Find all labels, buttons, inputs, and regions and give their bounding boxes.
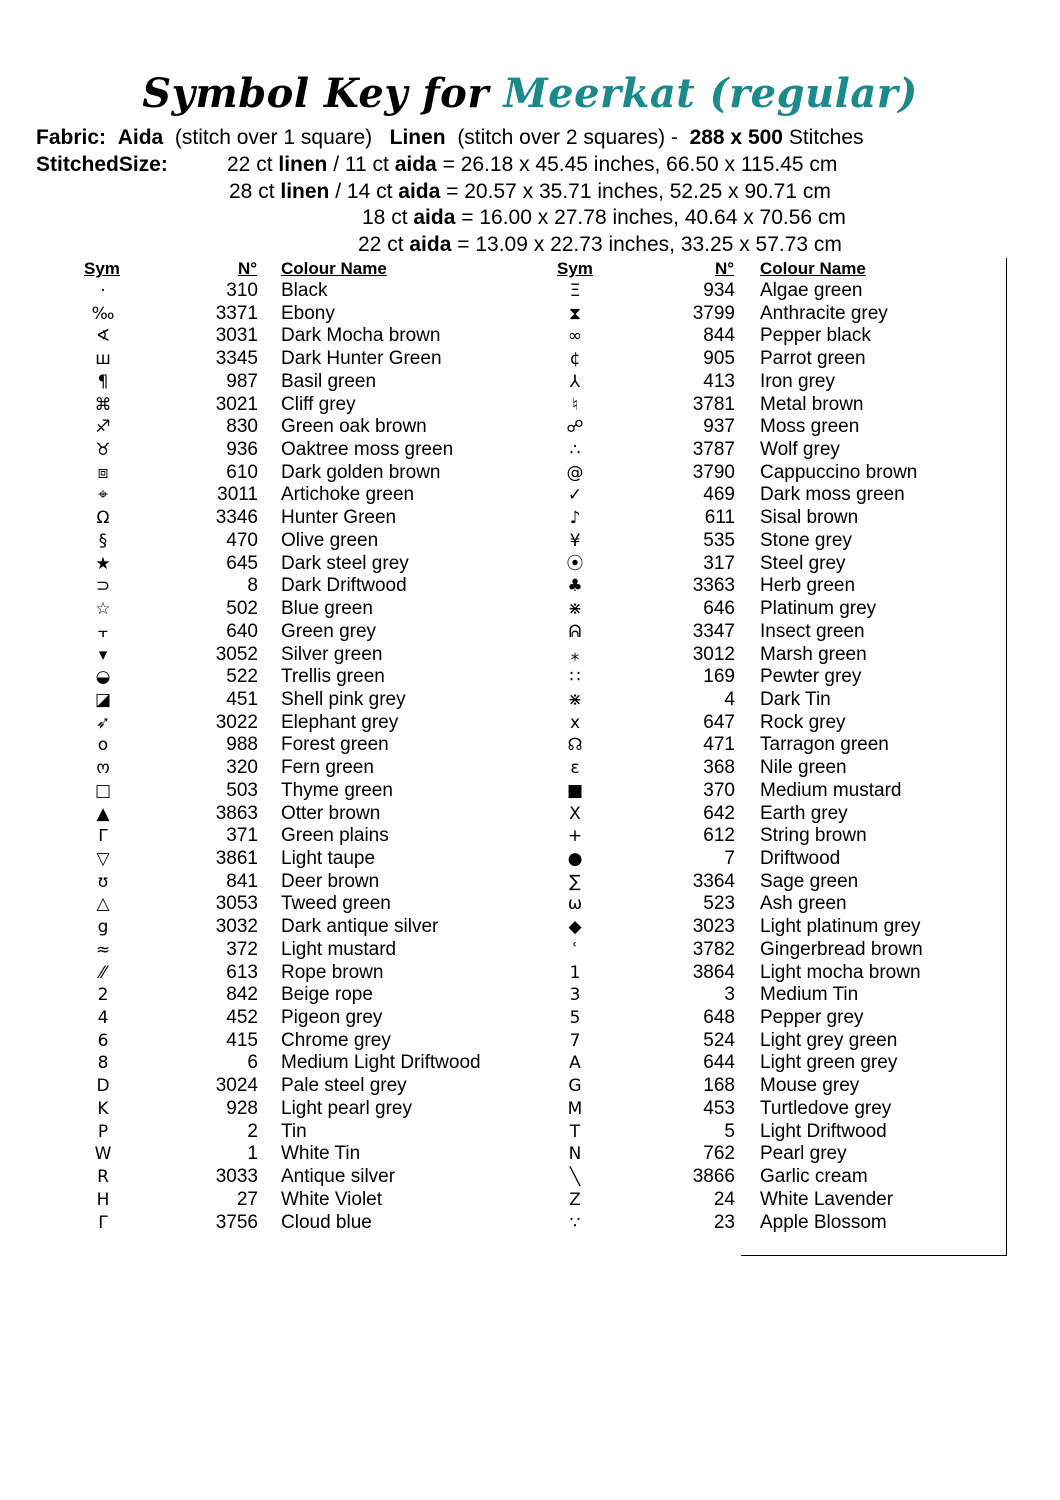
colour-name-cell: Pigeon grey — [281, 1007, 383, 1029]
colour-name-cell: Green grey — [281, 620, 377, 642]
colour-name-cell: Pepper black — [760, 325, 871, 347]
number-cell: 3 — [724, 984, 735, 1006]
number-cell: 7 — [724, 848, 735, 869]
number-cell: 3031 — [215, 325, 258, 347]
symbol-cell: ● — [567, 849, 583, 869]
fabric-linen: Linen — [389, 126, 446, 149]
number-cell: 3345 — [215, 348, 258, 370]
symbol-cell: ◆ — [568, 917, 582, 938]
number-cell: 937 — [703, 416, 735, 438]
symbol-cell: ε — [570, 758, 580, 779]
fabric-linen-note: (stitch over 2 squares) - — [457, 126, 678, 149]
number-cell: 470 — [226, 529, 258, 551]
colour-name-cell: Dark antique silver — [281, 916, 439, 938]
colour-name-cell: Dark Tin — [760, 688, 831, 710]
number-cell: 3787 — [692, 439, 735, 461]
header-sym-left: Sym — [84, 259, 120, 278]
symbol-cell: G — [568, 1076, 582, 1097]
symbol-cell: ⌖ — [98, 485, 108, 506]
colour-name-cell: Stone grey — [760, 529, 852, 551]
symbol-cell: ◪ — [94, 689, 112, 710]
symbol-cell: A — [569, 1053, 581, 1074]
colour-name-cell: Mouse grey — [760, 1075, 860, 1097]
number-cell: 413 — [703, 370, 735, 392]
symbol-cell: ∑ — [569, 871, 581, 892]
number-cell: 370 — [703, 779, 735, 801]
number-cell: 3346 — [215, 507, 258, 529]
bottom-border-line — [741, 1255, 1007, 1256]
number-cell: 310 — [226, 280, 258, 301]
colour-name-cell: Olive green — [281, 529, 379, 551]
symbol-cell: T — [569, 1121, 581, 1142]
colour-name-cell: Antique silver — [281, 1166, 396, 1188]
colour-name-cell: Tarragon green — [760, 734, 889, 756]
number-cell: 317 — [703, 552, 735, 574]
symbol-cell: ∴ — [569, 440, 581, 461]
colour-name-cell: Platinum grey — [760, 598, 877, 620]
symbol-cell: ∢ — [95, 326, 111, 347]
number-cell: 3022 — [215, 711, 258, 733]
number-cell: 168 — [703, 1075, 735, 1097]
colour-name-cell: Light taupe — [281, 848, 376, 869]
colour-name-cell: Herb green — [760, 575, 856, 597]
symbol-cell: ʊ — [97, 871, 109, 892]
symbol-cell: ¥ — [569, 530, 581, 551]
colour-name-cell: Thyme green — [281, 779, 393, 801]
colour-name-cell: Algae green — [760, 280, 863, 301]
number-cell: 24 — [713, 1188, 735, 1210]
colour-name-cell: Deer brown — [281, 870, 380, 892]
colour-name-cell: Silver green — [281, 643, 383, 665]
colour-name-cell: Sage green — [760, 870, 859, 892]
number-cell: 3866 — [692, 1166, 735, 1188]
colour-name-cell: Wolf grey — [760, 439, 840, 461]
title-prefix: Symbol Key for — [142, 70, 489, 117]
symbol-cell: g — [97, 917, 109, 938]
number-cell: 503 — [226, 779, 258, 801]
symbol-cell: ╲ — [569, 1167, 581, 1188]
symbol-cell: ⁎ — [570, 644, 580, 665]
colour-name-cell: Light platinum grey — [760, 916, 921, 938]
colour-name-cell: Gingerbread brown — [760, 938, 923, 960]
colour-name-cell: Medium Light Driftwood — [281, 1052, 481, 1074]
colour-name-cell: Light Driftwood — [760, 1120, 887, 1142]
colour-name-cell: Medium Tin — [760, 984, 859, 1006]
number-cell: 936 — [226, 439, 258, 461]
symbol-cell: ◒ — [95, 667, 111, 688]
colour-name-cell: Cappuccino brown — [760, 461, 918, 483]
colour-name-cell: Sisal brown — [760, 507, 859, 529]
symbol-cell: o — [97, 735, 109, 756]
number-cell: 3782 — [692, 938, 735, 960]
symbol-cell: ♮ — [571, 394, 579, 415]
number-cell: 830 — [226, 416, 258, 438]
number-cell: 3799 — [692, 302, 735, 324]
colour-name-cell: Black — [281, 280, 328, 301]
number-cell: 452 — [226, 1007, 258, 1029]
stitched-line-3: 18 ct aida = 16.00 x 27.78 inches, 40.64 x 70.56 cm — [362, 206, 846, 229]
symbol-cell: ✓ — [567, 485, 583, 506]
colour-name-cell: Light green grey — [760, 1052, 898, 1074]
number-cell: 3053 — [215, 893, 258, 915]
symbol-cell: 3 — [569, 985, 581, 1006]
title-pattern-name: Meerkat (regular) — [503, 70, 918, 117]
number-cell: 3781 — [692, 393, 735, 415]
number-cell: 372 — [226, 938, 258, 960]
symbol-cell: ∵ — [569, 1212, 581, 1233]
number-cell: 3032 — [215, 916, 258, 938]
symbol-cell: ¢ — [569, 349, 581, 370]
colour-name-cell: Cliff grey — [281, 393, 356, 415]
symbol-cell: ⋇ — [567, 689, 583, 710]
number-cell: 3021 — [215, 393, 258, 415]
symbol-cell: ➶ — [95, 712, 111, 733]
symbol-cell: N — [568, 1144, 582, 1165]
number-cell: 469 — [703, 484, 735, 506]
number-cell: 645 — [226, 552, 258, 574]
number-cell: 368 — [703, 757, 735, 779]
colour-name-cell: Nile green — [760, 757, 847, 779]
symbol-cell: ■ — [566, 780, 584, 801]
number-cell: 647 — [703, 711, 735, 733]
colour-name-cell: Light grey green — [760, 1029, 898, 1051]
number-cell: 611 — [704, 507, 735, 529]
symbol-cell: x — [569, 712, 581, 733]
header-name-left: Colour Name — [281, 259, 387, 278]
stitched-line-2: 28 ct linen / 14 ct aida = 20.57 x 35.71 inches, 52.25 x 90.71 cm — [229, 180, 831, 203]
colour-name-cell: White Lavender — [760, 1188, 894, 1210]
symbol-cell: □ — [94, 780, 112, 801]
colour-name-cell: Anthracite grey — [760, 302, 888, 324]
symbol-cell: ო — [96, 758, 110, 779]
symbol-cell: ♣ — [567, 576, 583, 597]
symbol-cell: ⧗ — [569, 303, 581, 324]
symbol-cell: + — [567, 826, 583, 847]
number-cell: 844 — [703, 325, 735, 347]
number-cell: 2 — [247, 1120, 258, 1142]
colour-name-cell: Tin — [281, 1120, 307, 1142]
number-cell: 524 — [703, 1029, 735, 1051]
symbol-cell: ⅄ — [569, 371, 581, 392]
symbol-cell: 5 — [569, 1008, 581, 1029]
symbol-cell: 1 — [569, 962, 581, 983]
number-cell: 535 — [703, 529, 735, 551]
stitched-line-1: 22 ct linen / 11 ct aida = 26.18 x 45.45 inches, 66.50 x 115.45 cm — [227, 153, 838, 176]
number-cell: 610 — [226, 461, 258, 483]
colour-name-cell: Steel grey — [760, 552, 846, 574]
colour-name-cell: Moss green — [760, 416, 860, 438]
number-cell: 841 — [226, 870, 258, 892]
number-cell: 987 — [226, 370, 258, 392]
colour-name-cell: Driftwood — [760, 848, 841, 869]
number-cell: 4 — [724, 688, 735, 710]
number-cell: 3790 — [692, 461, 735, 483]
colour-name-cell: String brown — [760, 825, 867, 847]
symbol-cell: ☆ — [95, 599, 111, 620]
number-cell: 644 — [703, 1052, 735, 1074]
colour-name-cell: Rock grey — [760, 711, 846, 733]
symbol-cell: ⦿ — [566, 553, 584, 574]
colour-name-cell: Trellis green — [281, 666, 385, 688]
number-cell: 8 — [247, 575, 258, 597]
number-cell: 522 — [226, 666, 258, 688]
colour-name-cell: Dark golden brown — [281, 461, 441, 483]
symbol-cell: ★ — [95, 553, 111, 574]
number-cell: 3024 — [215, 1075, 258, 1097]
stitched-size-label: StitchedSize: — [36, 153, 168, 176]
colour-name-cell: Basil green — [281, 370, 377, 392]
symbol-cell: X — [569, 803, 581, 824]
number-cell: 640 — [226, 620, 258, 642]
colour-name-cell: Pewter grey — [760, 666, 862, 688]
fabric-line — [36, 126, 864, 150]
symbol-cell: ⫟ — [97, 621, 109, 642]
number-cell: 5 — [724, 1120, 735, 1142]
number-cell: 646 — [703, 598, 735, 620]
number-cell: 3363 — [692, 575, 735, 597]
symbol-cell: M — [567, 1098, 583, 1119]
symbol-cell: R — [97, 1167, 109, 1188]
number-cell: 905 — [703, 348, 735, 370]
fabric-aida: Aida — [117, 126, 164, 149]
symbol-cell: Z — [569, 1189, 581, 1210]
symbol-cell: ∷ — [569, 667, 581, 688]
colour-name-cell: Pepper grey — [760, 1007, 864, 1029]
symbol-cell: H — [96, 1189, 110, 1210]
colour-name-cell: Insect green — [760, 620, 865, 642]
symbol-cell: ≈ — [95, 939, 111, 960]
symbol-cell: P — [97, 1121, 109, 1142]
colour-name-cell: Green oak brown — [281, 416, 427, 438]
symbol-cell: ⌘ — [94, 394, 112, 415]
colour-name-cell: Artichoke green — [281, 484, 415, 506]
number-cell: 3864 — [692, 961, 735, 983]
colour-name-cell: Elephant grey — [281, 711, 399, 733]
header-num-right: N° — [715, 259, 735, 278]
colour-name-cell: Parrot green — [760, 348, 866, 370]
number-cell: 523 — [703, 893, 735, 915]
symbol-cell: ⋇ — [567, 599, 583, 620]
symbol-cell: ∞ — [567, 326, 583, 347]
number-cell: 842 — [226, 984, 258, 1006]
colour-name-cell: Dark Mocha brown — [281, 325, 441, 347]
colour-name-cell: Ash green — [760, 893, 847, 915]
colour-name-cell: Iron grey — [760, 370, 835, 392]
colour-name-cell: Forest green — [281, 734, 389, 756]
symbol-cell: W — [94, 1144, 112, 1165]
symbol-cell: 8 — [97, 1053, 109, 1074]
number-cell: 23 — [713, 1211, 735, 1233]
number-cell: 6 — [247, 1052, 258, 1074]
colour-name-cell: White Violet — [281, 1188, 383, 1210]
colour-name-cell: Cloud blue — [281, 1211, 372, 1233]
number-cell: 453 — [703, 1097, 735, 1119]
number-cell: 934 — [703, 280, 735, 301]
symbol-cell: 2 — [97, 985, 109, 1006]
symbol-cell: ▲ — [96, 803, 110, 824]
colour-name-cell: Light pearl grey — [281, 1097, 412, 1119]
colour-name-cell: Turtledove grey — [760, 1097, 892, 1119]
fabric-label: Fabric: — [36, 126, 107, 149]
symbol-cell: ♪ — [569, 508, 581, 529]
number-cell: 612 — [703, 825, 735, 847]
fabric-dims: 288 x 500 — [689, 126, 783, 149]
symbol-cell: · — [100, 281, 106, 301]
right-border-line — [1006, 258, 1007, 1256]
symbol-cell: @ — [566, 462, 584, 483]
number-cell: 371 — [226, 825, 258, 847]
number-cell: 471 — [703, 734, 735, 756]
symbol-cell: Ω — [96, 508, 110, 529]
number-cell: 988 — [226, 734, 258, 756]
colour-name-cell: Garlic cream — [760, 1166, 868, 1188]
symbol-cell: △ — [96, 894, 110, 915]
colour-name-cell: Blue green — [281, 598, 373, 620]
symbol-cell: ⧈ — [97, 462, 109, 483]
symbol-cell: K — [97, 1098, 109, 1119]
symbol-cell: Ξ — [569, 281, 581, 301]
number-cell: 642 — [703, 802, 735, 824]
fabric-aida-note: (stitch over 1 square) — [174, 126, 373, 149]
colour-name-cell: Metal brown — [760, 393, 864, 415]
header-num-left: N° — [238, 259, 258, 278]
number-cell: 502 — [226, 598, 258, 620]
fabric-stitches: Stitches — [788, 126, 864, 149]
colour-name-cell: Light mocha brown — [760, 961, 921, 983]
symbol-cell: ⁄⁄ — [100, 962, 106, 983]
number-cell: 169 — [703, 666, 735, 688]
symbol-cell: 7 — [569, 1030, 581, 1051]
symbol-cell: ♉ — [95, 440, 111, 461]
number-cell: 928 — [226, 1097, 258, 1119]
symbol-cell: ш — [95, 349, 111, 370]
number-cell: 3863 — [215, 802, 258, 824]
number-cell: 320 — [226, 757, 258, 779]
symbol-cell: ¶ — [97, 371, 109, 392]
symbol-cell: 6 — [97, 1030, 109, 1051]
colour-name-cell: Otter brown — [281, 802, 381, 824]
colour-name-cell: Dark steel grey — [281, 552, 409, 574]
number-cell: 3011 — [217, 484, 258, 506]
header-sym-right: Sym — [557, 259, 593, 278]
symbol-cell: ᕱ — [568, 621, 582, 642]
symbol-cell: D — [96, 1076, 110, 1097]
colour-name-cell: Ebony — [281, 302, 335, 324]
colour-name-cell: Dark Driftwood — [281, 575, 407, 597]
symbol-cell: ▽ — [96, 849, 110, 869]
colour-name-cell: Marsh green — [760, 643, 867, 665]
number-cell: 3033 — [215, 1166, 258, 1188]
colour-name-cell: Fern green — [281, 757, 374, 779]
symbol-cell: ʿ — [572, 939, 578, 960]
symbol-cell: § — [98, 530, 108, 551]
stitched-line-4: 22 ct aida = 13.09 x 22.73 inches, 33.25 x 57.73 cm — [358, 233, 842, 256]
number-cell: 1 — [247, 1143, 258, 1165]
header-name-right: Colour Name — [760, 259, 866, 278]
symbol-cell: Γ — [98, 1212, 108, 1233]
number-cell: 3756 — [215, 1211, 258, 1233]
symbol-cell: ᒥ — [98, 826, 108, 847]
symbol-cell: ♐ — [95, 417, 111, 438]
colour-name-cell: Shell pink grey — [281, 688, 406, 710]
colour-name-cell: Dark Hunter Green — [281, 348, 442, 370]
number-cell: 3052 — [215, 643, 258, 665]
colour-name-cell: Pale steel grey — [281, 1075, 407, 1097]
colour-name-cell: Medium mustard — [760, 779, 902, 801]
symbol-cell: ☊ — [567, 735, 583, 756]
colour-name-cell: Light mustard — [281, 938, 397, 960]
number-cell: 27 — [236, 1188, 258, 1210]
number-cell: 3861 — [215, 848, 258, 869]
colour-name-cell: Oaktree moss green — [281, 439, 454, 461]
symbol-cell: ☍ — [566, 417, 584, 438]
number-cell: 3023 — [692, 916, 735, 938]
colour-name-cell: Dark moss green — [760, 484, 905, 506]
colour-name-cell: Chrome grey — [281, 1029, 391, 1051]
number-cell: 415 — [226, 1029, 258, 1051]
number-cell: 762 — [703, 1143, 735, 1165]
colour-name-cell: Rope brown — [281, 961, 384, 983]
symbol-cell: ⊃ — [95, 576, 111, 597]
colour-name-cell: Pearl grey — [760, 1143, 847, 1165]
colour-name-cell: Tweed green — [281, 893, 391, 915]
number-cell: 3371 — [215, 302, 258, 324]
colour-name-cell: Earth grey — [760, 802, 848, 824]
number-cell: 3364 — [692, 870, 735, 892]
colour-name-cell: Beige rope — [281, 984, 373, 1006]
symbol-cell: ▾ — [98, 644, 108, 665]
number-cell: 613 — [226, 961, 258, 983]
number-cell: 451 — [226, 688, 258, 710]
number-cell: 648 — [703, 1007, 735, 1029]
page-title — [0, 70, 1060, 117]
colour-name-cell: Green plains — [281, 825, 389, 847]
symbol-cell: 4 — [97, 1008, 109, 1029]
symbol-cell: ω — [567, 894, 583, 915]
colour-name-cell: Hunter Green — [281, 507, 397, 529]
colour-name-cell: White Tin — [281, 1143, 361, 1165]
number-cell: 3012 — [692, 643, 735, 665]
colour-name-cell: Apple Blossom — [760, 1211, 887, 1233]
number-cell: 3347 — [692, 620, 735, 642]
symbol-cell: ‰ — [91, 303, 115, 324]
